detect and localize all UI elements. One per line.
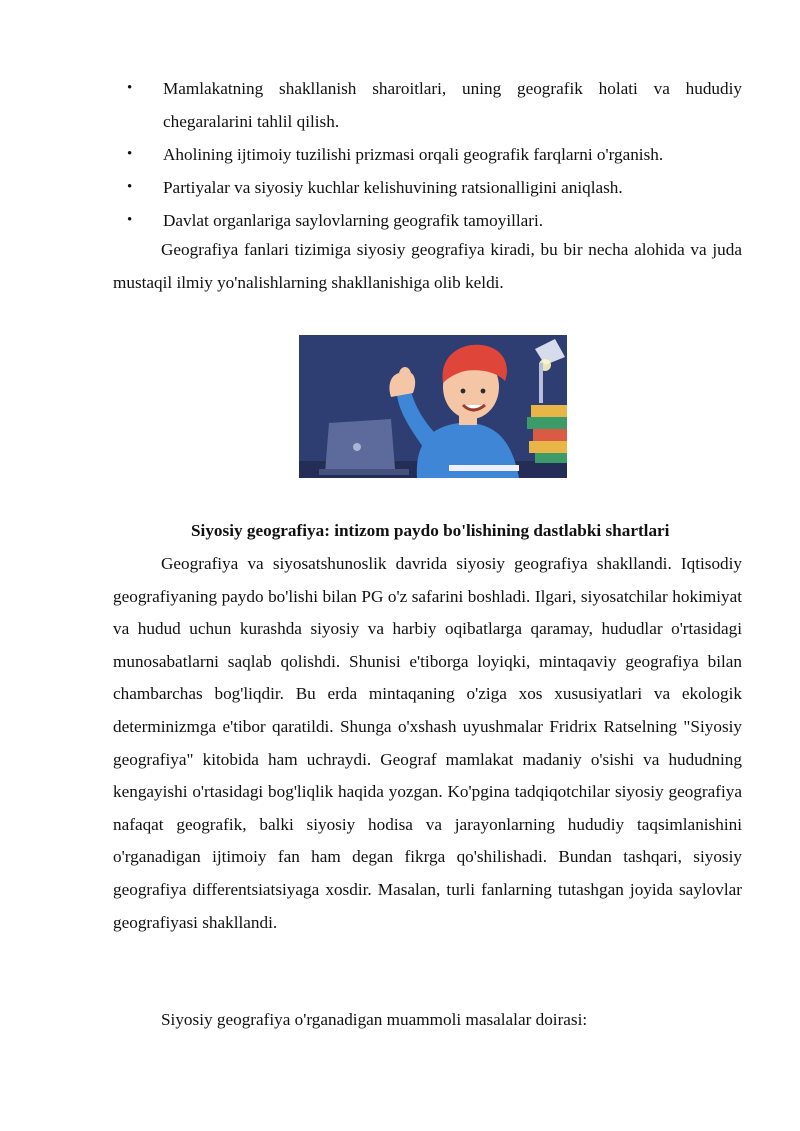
list-item: [113, 171, 742, 204]
list-item-text: Mamlakatning shakllanish sharoitlari, uning geografik holati va hududiy chegaralarini tahlil qilish.: [163, 79, 742, 131]
bullet-icon: •: [127, 212, 133, 228]
list-item: [113, 72, 742, 138]
list-item: [113, 138, 742, 171]
section-heading: Siyosiy geografiya: intizom paydo bo'lishining dastlabki shartlari: [191, 521, 670, 540]
main-paragraph: Geografiya va siyosatshunoslik davrida siyosiy geografiya shakllandi. Iqtisodiy geografiyaning paydo bo'lishi bilan PG o'z safarini boshladi. Ilgari, siyosatchilar hokimiyat va hudud uchun kurashda siyosiy va harbiy oqibatlarga qaramay, hududlar o'rtasidagi munosabatlarni saqlab qolishdi. Shunisi e'tiborga loyiqki, mintaqaviy geografiya bilan chambarchas bog'liqdir. Bu erda mintaqaning o'ziga xos xususiyatlari va ekologik determinizmga e'tibor qaratildi. Shunga o'xshash uyushmalar Fridrix Ratselning "Siyosiy geografiya" kitobida ham uchraydi. Geograf mamlakat madaniy o'sishi va hududning kengayishi o'rtasidagi bog'liqlik haqida yozgan. Ko'pgina tadqiqotchilar siyosiy geografiya nafaqat geografik, balki siyosiy hodisa va jarayonlarning hududiy taqsimlanishini o'rganadigan ijtimoiy fan ham degan fikrga qo'shilishadi. Bundan tashqari, siyosiy geografiya differentsiatsiyaga xosdir. Masalan, turli fanlarning tutashgan joyida saylovlar geografiyasi shakllandi.: [113, 554, 742, 932]
illustration-image: [299, 335, 567, 478]
intro-paragraph: Geografiya fanlari tizimiga siyosiy geografiya kiradi, bu bir necha alohida va juda mustaqil ilmiy yo'nalishlarning shakllanishiga olib keldi.: [113, 240, 742, 292]
list-item-text: Aholining ijtimoiy tuzilishi prizmasi orqali geografik farqlarni o'rganish.: [163, 145, 664, 164]
list-item-text: Davlat organlariga saylovlarning geografik tamoyillari.: [163, 211, 544, 230]
bullet-icon: •: [127, 80, 133, 96]
closing-paragraph: Siyosiy geografiya o'rganadigan muammoli masalalar doirasi:: [161, 1010, 588, 1029]
list-item-text: Partiyalar va siyosiy kuchlar kelishuvining ratsionalligini aniqlash.: [163, 178, 623, 197]
list-item: [113, 204, 742, 237]
bullet-icon: •: [127, 146, 133, 162]
bullet-icon: •: [127, 179, 133, 195]
bullet-list: [113, 72, 742, 237]
